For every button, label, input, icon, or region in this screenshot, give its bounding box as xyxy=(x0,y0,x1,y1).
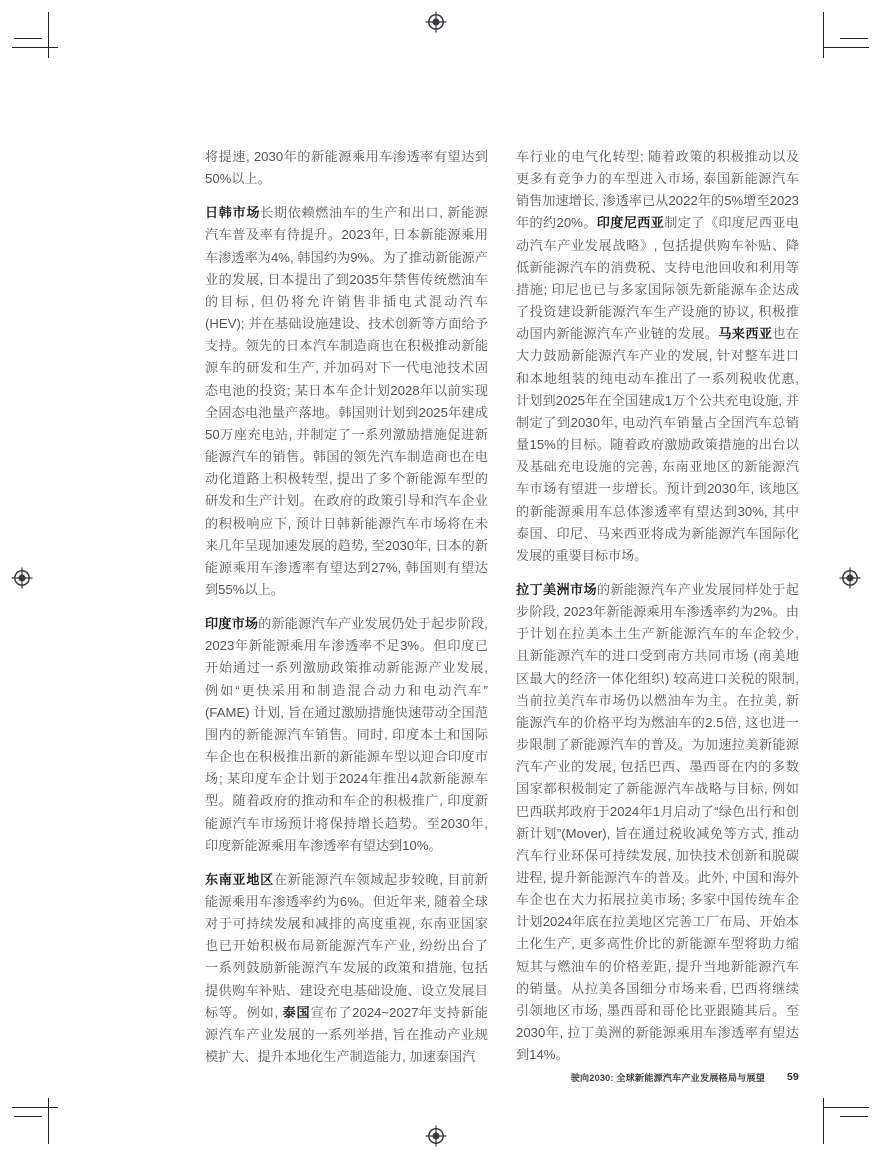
paragraph-text-part-2: 制定了《印度尼西亚电动汽车产业发展战略》, 包括提供购车补贴、降低新能源汽车的消费税、支持电池回收和利用等措施; 印尼也已与多家国际领先新能源车企达成了投资建设新能源汽车生产设施的协议, 积极推动国内新能源汽车产业链的发展。 xyxy=(516,215,800,342)
paragraph-india-market xyxy=(205,613,488,857)
paragraph-text: 的新能源汽车产业发展同样处于起步阶段, 2023年新能源乘用车渗透率约为2%。由于计划在拉美本土生产新能源汽车的车企较少, 且新能源汽车的进口受到南方共同市场 (南美地区最大的经济一体化组织) 较高进口关税的限制, 当前拉美汽车市场仍以燃油车为主。在拉美, 新能源汽车的价格平均为燃油车的2.5倍, 这也进一步限制了新能源汽车的普及。为加速拉美新能源汽车产业的发展, 包括巴西、墨西哥在内的多数国家都积极制定了新能源汽车战略与目标, 例如巴西联邦政府于2024年1月启动了“绿色出行和创新计划”(Mover), 旨在通过税收减免等方式, 推动汽车行业环保可持续发展, 加快技术创新和脱碳进程, 提升新能源汽车的普及。此外, 中国和海外车企也在大力拓展拉美市场; 多家中国传统车企计划2024年底在拉美地区完善工厂布局、开始本土化生产, 更多高性价比的新能源车型将助力缩短其与燃油车的价格差距, 提升当地新能源汽车的销量。从拉美各国细分市场来看, 巴西将继续引领地区市场, 墨西哥和哥伦比亚跟随其后。至2030年, 拉丁美洲的新能源乘用车渗透率有望达到14%。 xyxy=(516,581,799,1063)
paragraph-text: 将提速, 2030年的新能源乘用车渗透率有望达到50%以上。 xyxy=(205,149,488,187)
paragraph-text-part-1: 车行业的电气化转型; 随着政策的积极推动以及更多有竞争力的车型进入市场, 泰国新能源汽车销售加速增长, 渗透率已从2022年的5%增至2023年的约20%。 xyxy=(516,149,799,231)
paragraph-lead-latin-america: 拉丁美洲市场 xyxy=(516,581,597,597)
paragraph-text: 长期依赖燃油车的生产和出口, 新能源汽车普及率有待提升。2023年, 日本新能源乘用车渗透率为4%, 韩国约为9%。为了推动新能源产业的发展, 日本提出了到2035年禁售传统燃油车的目标, 但仍将允许销售非插电式混动汽车 (HEV); 并在基础设施建设、技术创新等方面给予支持。领先的日本汽车制造商也在积极推动新能源车的研发和生产, 并加码对下一代电池技术固态电池的投资; 某日本车企计划2028年以前实现全固态电池量产落地。韩国则计划到2025年建成50万座充电站, 并制定了一系列激励措施促进新能源汽车的销售。韩国的领先汽车制造商也在电动化道路上积极转型, 提出了多个新能源车型的研发和生产计划。在政府的政策引导和汽车企业的积极响应下, 预计日韩新能源汽车市场将在未来几年呈现加速发展的趋势, 至2030年, 日本的新能源乘用车渗透率有望达到27%, 韩国则有望达到55%以上。 xyxy=(205,205,488,597)
inline-bold-indonesia: 印度尼西亚 xyxy=(596,215,665,231)
paragraph-lead-southeast-asia: 东南亚地区 xyxy=(205,871,274,887)
paragraph-latin-america-market xyxy=(516,579,799,1066)
left-text-column xyxy=(205,146,488,1065)
paragraph-text-part-1: 在新能源汽车领域起步较晚, 目前新能源乘用车渗透率约为6%。但近年来, 随着全球对于可持续发展和减排的高度重视, 东南亚国家也已开始积极布局新能源汽车产业, 纷纷出台了一系列鼓励新能源汽车发展的政策和措施, 包括提供购车补贴、建设充电基础设施、设立发展目标等。例如, xyxy=(205,871,488,1020)
paragraph-lead-india: 印度市场 xyxy=(205,616,259,632)
paragraph-lead-japan-korea: 日韩市场 xyxy=(205,205,261,221)
inline-bold-malaysia: 马来西亚 xyxy=(718,326,773,342)
page-number: 59 xyxy=(787,1071,799,1083)
page-footer xyxy=(205,1068,799,1086)
footer-document-title: 驶向2030: 全球新能源汽车产业发展格局与展望 xyxy=(570,1072,766,1083)
paragraph-text-part-3: 也在大力鼓励新能源汽车产业的发展, 针对整车进口和本地组装的纯电动车推出了一系列税收优惠, 计划到2025年在全国建成1万个公共充电设施, 并制定了到2030年, 电动汽车销量占全国汽车总销量15%的目标。随着政府激励政策措施的出台以及基础充电设施的完善, 东南亚地区的新能源汽车市场有望进一步增长。预计到2030年, 该地区的新能源乘用车总体渗透率有望达到30%, 其中泰国、印尼、马来西亚将成为新能源汽车国际化发展的重要目标市场。 xyxy=(516,326,799,563)
inline-bold-thailand: 泰国 xyxy=(282,1004,311,1020)
paragraph-southeast-asia-market xyxy=(205,869,488,1068)
paragraph-text-part-2: 宣布了2024~2027年支持新能源汽车产业发展的一系列举措, 旨在推动产业规模扩大、提升本地化生产制造能力, 加速泰国汽 xyxy=(205,1004,488,1065)
paragraph-text: 的新能源汽车产业发展仍处于起步阶段, 2023年新能源乘用车渗透率不足3%。但印度已开始通过一系列激励政策推动新能源产业发展, 例如“更快采用和制造混合动力和电动汽车”(FAME) 计划, 旨在通过激励措施快速带动全国范围内的新能源汽车销售。同时, 印度本土和国际车企也在积极推出新的新能源车型以迎合印度市场; 某印度车企计划于2024年推出4款新能源车型。随着政府的推动和车企的积极推广, 印度新能源汽车市场预计将保持增长趋势。至2030年, 印度新能源乘用车渗透率有望达到10%。 xyxy=(205,616,488,853)
paragraph-japan-korea-market xyxy=(205,202,488,601)
two-column-text-body xyxy=(205,146,800,1065)
paragraph-southeast-asia-continuation xyxy=(516,146,799,567)
paragraph-continuation-top xyxy=(205,146,488,190)
right-text-column xyxy=(516,146,800,1063)
